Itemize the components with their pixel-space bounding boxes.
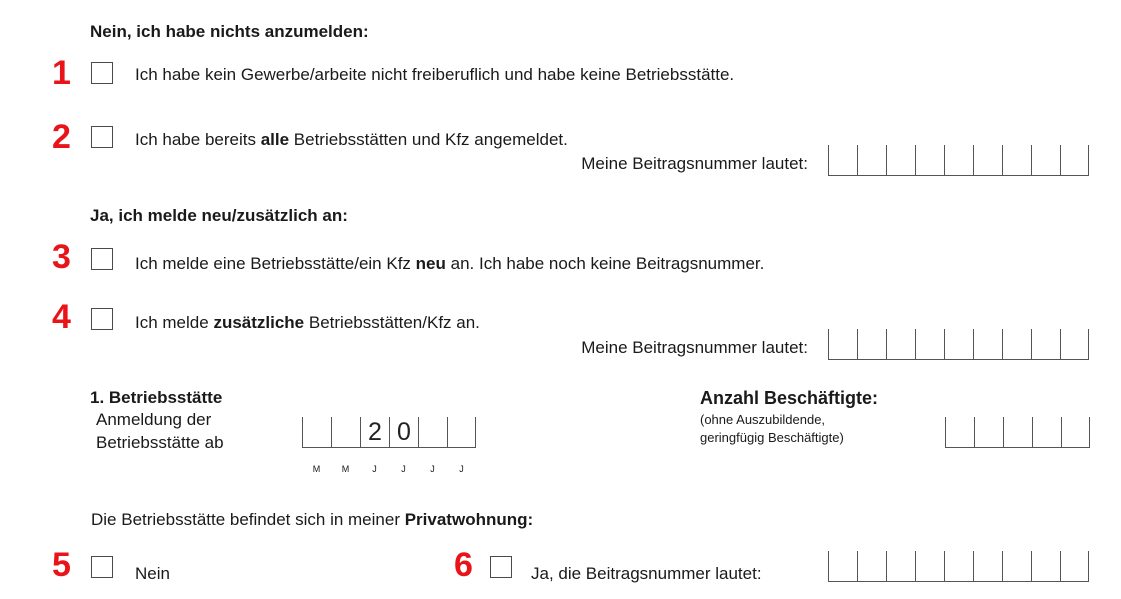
date-digit-6[interactable] [447, 417, 476, 448]
option-2-beitragsnummer-field[interactable] [828, 145, 1089, 176]
option-4-beitrag-label: Meine Beitragsnummer lautet: [581, 338, 808, 357]
option-6-checkbox[interactable] [490, 556, 512, 578]
option-number-2: 2 [52, 118, 71, 156]
date-label-1: M [312, 464, 321, 474]
option-5-text: Nein [135, 564, 170, 583]
beschaeftigte-title: Anzahl Beschäftigte: [700, 388, 879, 408]
date-label-2: M [341, 464, 350, 474]
option-4-beitragsnummer-field[interactable] [828, 329, 1089, 360]
option-2-beitrag-label: Meine Beitragsnummer lautet: [581, 154, 808, 173]
option-1-text: Ich habe kein Gewerbe/arbeite nicht freiberuflich und habe keine Betriebsstätte. [135, 65, 735, 84]
beschaeftigte-note-2: geringfügig Beschäftigte) [700, 430, 844, 445]
date-digit-2[interactable] [331, 417, 360, 448]
betriebsstaette-line2: Betriebsstätte ab [96, 433, 224, 452]
date-digit-3[interactable]: 2 [360, 417, 389, 448]
option-number-4: 4 [52, 298, 71, 336]
option-number-5: 5 [52, 546, 71, 584]
option-number-3: 3 [52, 238, 71, 276]
option-5-checkbox[interactable] [91, 556, 113, 578]
date-digit-5[interactable] [418, 417, 447, 448]
beschaeftigte-note-1: (ohne Auszubildende, [700, 412, 826, 427]
date-label-3: J [372, 464, 377, 474]
option-4-checkbox[interactable] [91, 308, 113, 330]
option-4-text: Ich melde zusätzliche Betriebsstätten/Kfz an. [135, 313, 480, 332]
date-digit-4[interactable]: 0 [389, 417, 418, 448]
option-6-beitragsnummer-field[interactable] [828, 551, 1089, 582]
option-2-text: Ich habe bereits alle Betriebsstätten und Kfz angemeldet. [135, 130, 568, 149]
option-number-6: 6 [454, 546, 473, 584]
privatwohnung-question: Die Betriebsstätte befindet sich in meiner Privatwohnung: [91, 510, 534, 529]
option-3-text: Ich melde eine Betriebsstätte/ein Kfz neu an. Ich habe noch keine Beitragsnummer. [135, 254, 765, 273]
betriebsstaette-title: 1. Betriebsstätte [90, 388, 223, 407]
option-2-checkbox[interactable] [91, 126, 113, 148]
option-number-1: 1 [52, 54, 71, 92]
date-digit-1[interactable] [302, 417, 331, 448]
date-label-4: J [401, 464, 406, 474]
date-label-5: J [430, 464, 435, 474]
beschaeftigte-count-field[interactable] [945, 417, 1090, 448]
section-heading-yes: Ja, ich melde neu/zusätzlich an: [90, 206, 348, 225]
option-6-text: Ja, die Beitragsnummer lautet: [531, 564, 762, 583]
option-1-checkbox[interactable] [91, 62, 113, 84]
section-heading-no: Nein, ich habe nichts anzumelden: [90, 22, 369, 41]
date-format-labels [302, 464, 476, 474]
option-3-checkbox[interactable] [91, 248, 113, 270]
betriebsstaette-date-field[interactable] [302, 417, 476, 448]
betriebsstaette-line1: Anmeldung der [96, 410, 212, 429]
date-label-6: J [459, 464, 464, 474]
